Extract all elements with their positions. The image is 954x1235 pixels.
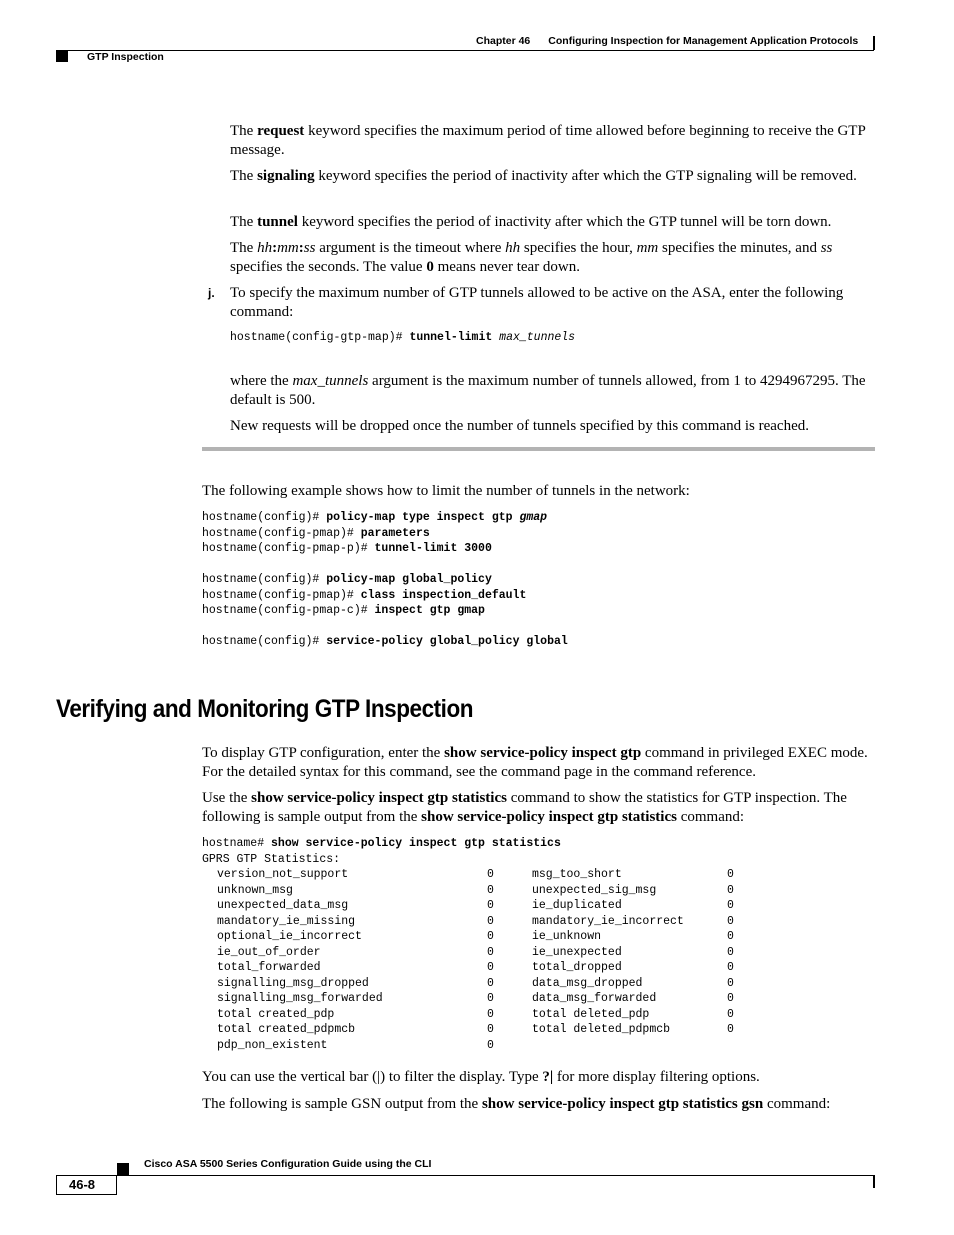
stats-title: GPRS GTP Statistics: — [202, 852, 341, 866]
stat-value: 0 — [487, 961, 494, 974]
example-code-line: hostname(config-pmap)# parameters — [202, 526, 430, 540]
stats-row — [202, 1022, 747, 1038]
stat-value: 0 — [487, 883, 494, 897]
step-j-text: To specify the maximum number of GTP tunnels allowed to be active on the ASA, enter the following command: — [230, 285, 844, 320]
header-left-bar — [56, 50, 68, 62]
step-j-label: j. — [208, 286, 215, 300]
stats-command-line: hostname# show service-policy inspect gtp statistics — [202, 837, 561, 850]
para-timeout: The hh:mm:ss argument is the timeout where hh specifies the hour, mm specifies the minutes, and ss specifies the seconds. The value 0 means never tear down. — [230, 240, 833, 275]
stat-value: 0 — [487, 992, 494, 1005]
para-vertical-bar: You can use the vertical bar (|) to filter the display. Type ?| for more display filtering options. — [202, 1069, 760, 1085]
stat-value: 0 — [487, 945, 494, 959]
para-max-tunnels: where the max_tunnels argument is the maximum number of tunnels allowed, from 1 to 4294967295. The default is 500. — [230, 373, 866, 408]
chapter-number: Chapter 46 — [476, 35, 531, 47]
stat-value: 0 — [727, 914, 734, 928]
example-code-line: hostname(config)# service-policy global_policy global — [202, 635, 568, 648]
stat-value: 0 — [727, 1007, 734, 1021]
kw-tunnel: tunnel — [257, 214, 298, 230]
stat-name: unexpected_data_msg — [217, 899, 349, 912]
example-code-line — [202, 619, 568, 635]
stat-value: 0 — [487, 914, 494, 928]
stat-name: optional_ie_incorrect — [217, 930, 362, 943]
footer-left-bar — [117, 1163, 129, 1175]
header-right-tick — [873, 36, 875, 50]
stats-row — [202, 991, 747, 1007]
stat-name: data_msg_forwarded — [532, 992, 657, 1005]
stat-value: 0 — [727, 899, 734, 912]
example-intro: The following example shows how to limit the number of tunnels in the network: — [202, 483, 690, 499]
stats-row — [202, 945, 747, 961]
stat-name: unknown_msg — [217, 883, 293, 897]
stat-value: 0 — [727, 976, 734, 990]
stat-value: 0 — [487, 1038, 494, 1052]
example-code-line — [202, 557, 568, 573]
section-divider — [202, 447, 875, 451]
stat-name: pdp_non_existent — [217, 1038, 328, 1052]
stat-name: mandatory_ie_missing — [217, 914, 356, 928]
stat-name: signalling_msg_forwarded — [217, 992, 383, 1005]
para-signaling: The signaling keyword specifies the period of inactivity after which the GTP signaling will be removed. — [230, 168, 857, 184]
header-rule — [68, 50, 874, 51]
header-chapter — [476, 35, 858, 47]
stat-value: 0 — [727, 1023, 734, 1036]
example-code-line: hostname(config)# policy-map type inspect gtp gmap — [202, 511, 548, 524]
stat-value: 0 — [727, 992, 734, 1005]
kw-signaling: signaling — [257, 168, 315, 184]
stats-row — [202, 898, 747, 914]
para-display-config: To display GTP configuration, enter the show service-policy inspect gtp command in privileged EXEC mode. For the detailed syntax for this command, see the command page in the command reference. — [202, 745, 868, 780]
stat-value: 0 — [727, 930, 734, 943]
stats-code-block — [202, 836, 747, 1053]
example-code-line: hostname(config-pmap-c)# inspect gtp gmap — [202, 604, 485, 617]
stat-value: 0 — [487, 930, 494, 943]
stats-row — [202, 1007, 747, 1023]
stat-name: mandatory_ie_incorrect — [532, 914, 684, 928]
stat-name: ie_unexpected — [532, 945, 622, 959]
para-request: The request keyword specifies the maximum period of time allowed before beginning to receive the GTP message. — [230, 123, 866, 158]
stat-name: version_not_support — [217, 868, 349, 881]
stats-row — [202, 960, 747, 976]
section-title: Verifying and Monitoring GTP Inspection — [56, 695, 474, 723]
stat-name: unexpected_sig_msg — [532, 883, 657, 897]
stat-name: ie_out_of_order — [217, 945, 321, 959]
stat-name: msg_too_short — [532, 868, 622, 881]
example-code-line: hostname(config)# policy-map global_policy — [202, 573, 492, 586]
stats-row — [202, 1038, 747, 1054]
stat-name: total deleted_pdp — [532, 1007, 650, 1021]
stat-value: 0 — [487, 1023, 494, 1036]
stat-name: ie_duplicated — [532, 899, 622, 912]
stat-value: 0 — [487, 976, 494, 990]
para-gsn-output: The following is sample GSN output from the show service-policy inspect gtp statistics gsn command: — [202, 1096, 831, 1112]
stat-name: total_dropped — [532, 961, 622, 974]
footer-guide-title: Cisco ASA 5500 Series Configuration Guide using the CLI — [144, 1158, 432, 1170]
stat-value: 0 — [727, 961, 734, 974]
stat-value: 0 — [487, 1007, 494, 1021]
footer-right-tick — [873, 1175, 875, 1188]
stat-value: 0 — [487, 899, 494, 912]
tunnel-limit-command: hostname(config-gtp-map)# tunnel-limit max_tunnels — [230, 331, 576, 344]
stat-value: 0 — [727, 868, 734, 881]
stat-value: 0 — [487, 868, 494, 881]
stats-row — [202, 867, 747, 883]
stats-row — [202, 929, 747, 945]
example-code-line: hostname(config-pmap-p)# tunnel-limit 3000 — [202, 542, 492, 555]
stat-name: total_forwarded — [217, 961, 321, 974]
stat-name: ie_unknown — [532, 930, 602, 943]
chapter-title: Configuring Inspection for Management Application Protocols — [548, 35, 859, 47]
stat-value: 0 — [727, 945, 734, 959]
stat-name: data_msg_dropped — [532, 976, 643, 990]
stats-row — [202, 976, 747, 992]
stat-name: total created_pdp — [217, 1007, 335, 1021]
example-code-block — [202, 510, 568, 650]
page-number: 46-8 — [69, 1177, 96, 1192]
stat-name: total created_pdpmcb — [217, 1023, 356, 1036]
para-new-requests: New requests will be dropped once the number of tunnels specified by this command is reached. — [230, 418, 810, 434]
stats-row — [202, 914, 747, 930]
kw-request: request — [257, 123, 305, 139]
stats-row — [202, 883, 747, 899]
footer-rule — [56, 1175, 874, 1176]
stat-name: total deleted_pdpmcb — [532, 1023, 671, 1036]
stat-name: signalling_msg_dropped — [217, 976, 369, 990]
para-statistics: Use the show service-policy inspect gtp statistics command to show the statistics for GTP inspection. The following is sample output from the show service-policy inspect gtp statistics command: — [202, 790, 847, 825]
header-section: GTP Inspection — [87, 51, 164, 63]
stat-value: 0 — [727, 883, 734, 897]
para-tunnel: The tunnel keyword specifies the period of inactivity after which the GTP tunnel will be torn down. — [230, 214, 832, 230]
example-code-line: hostname(config-pmap)# class inspection_default — [202, 588, 527, 602]
